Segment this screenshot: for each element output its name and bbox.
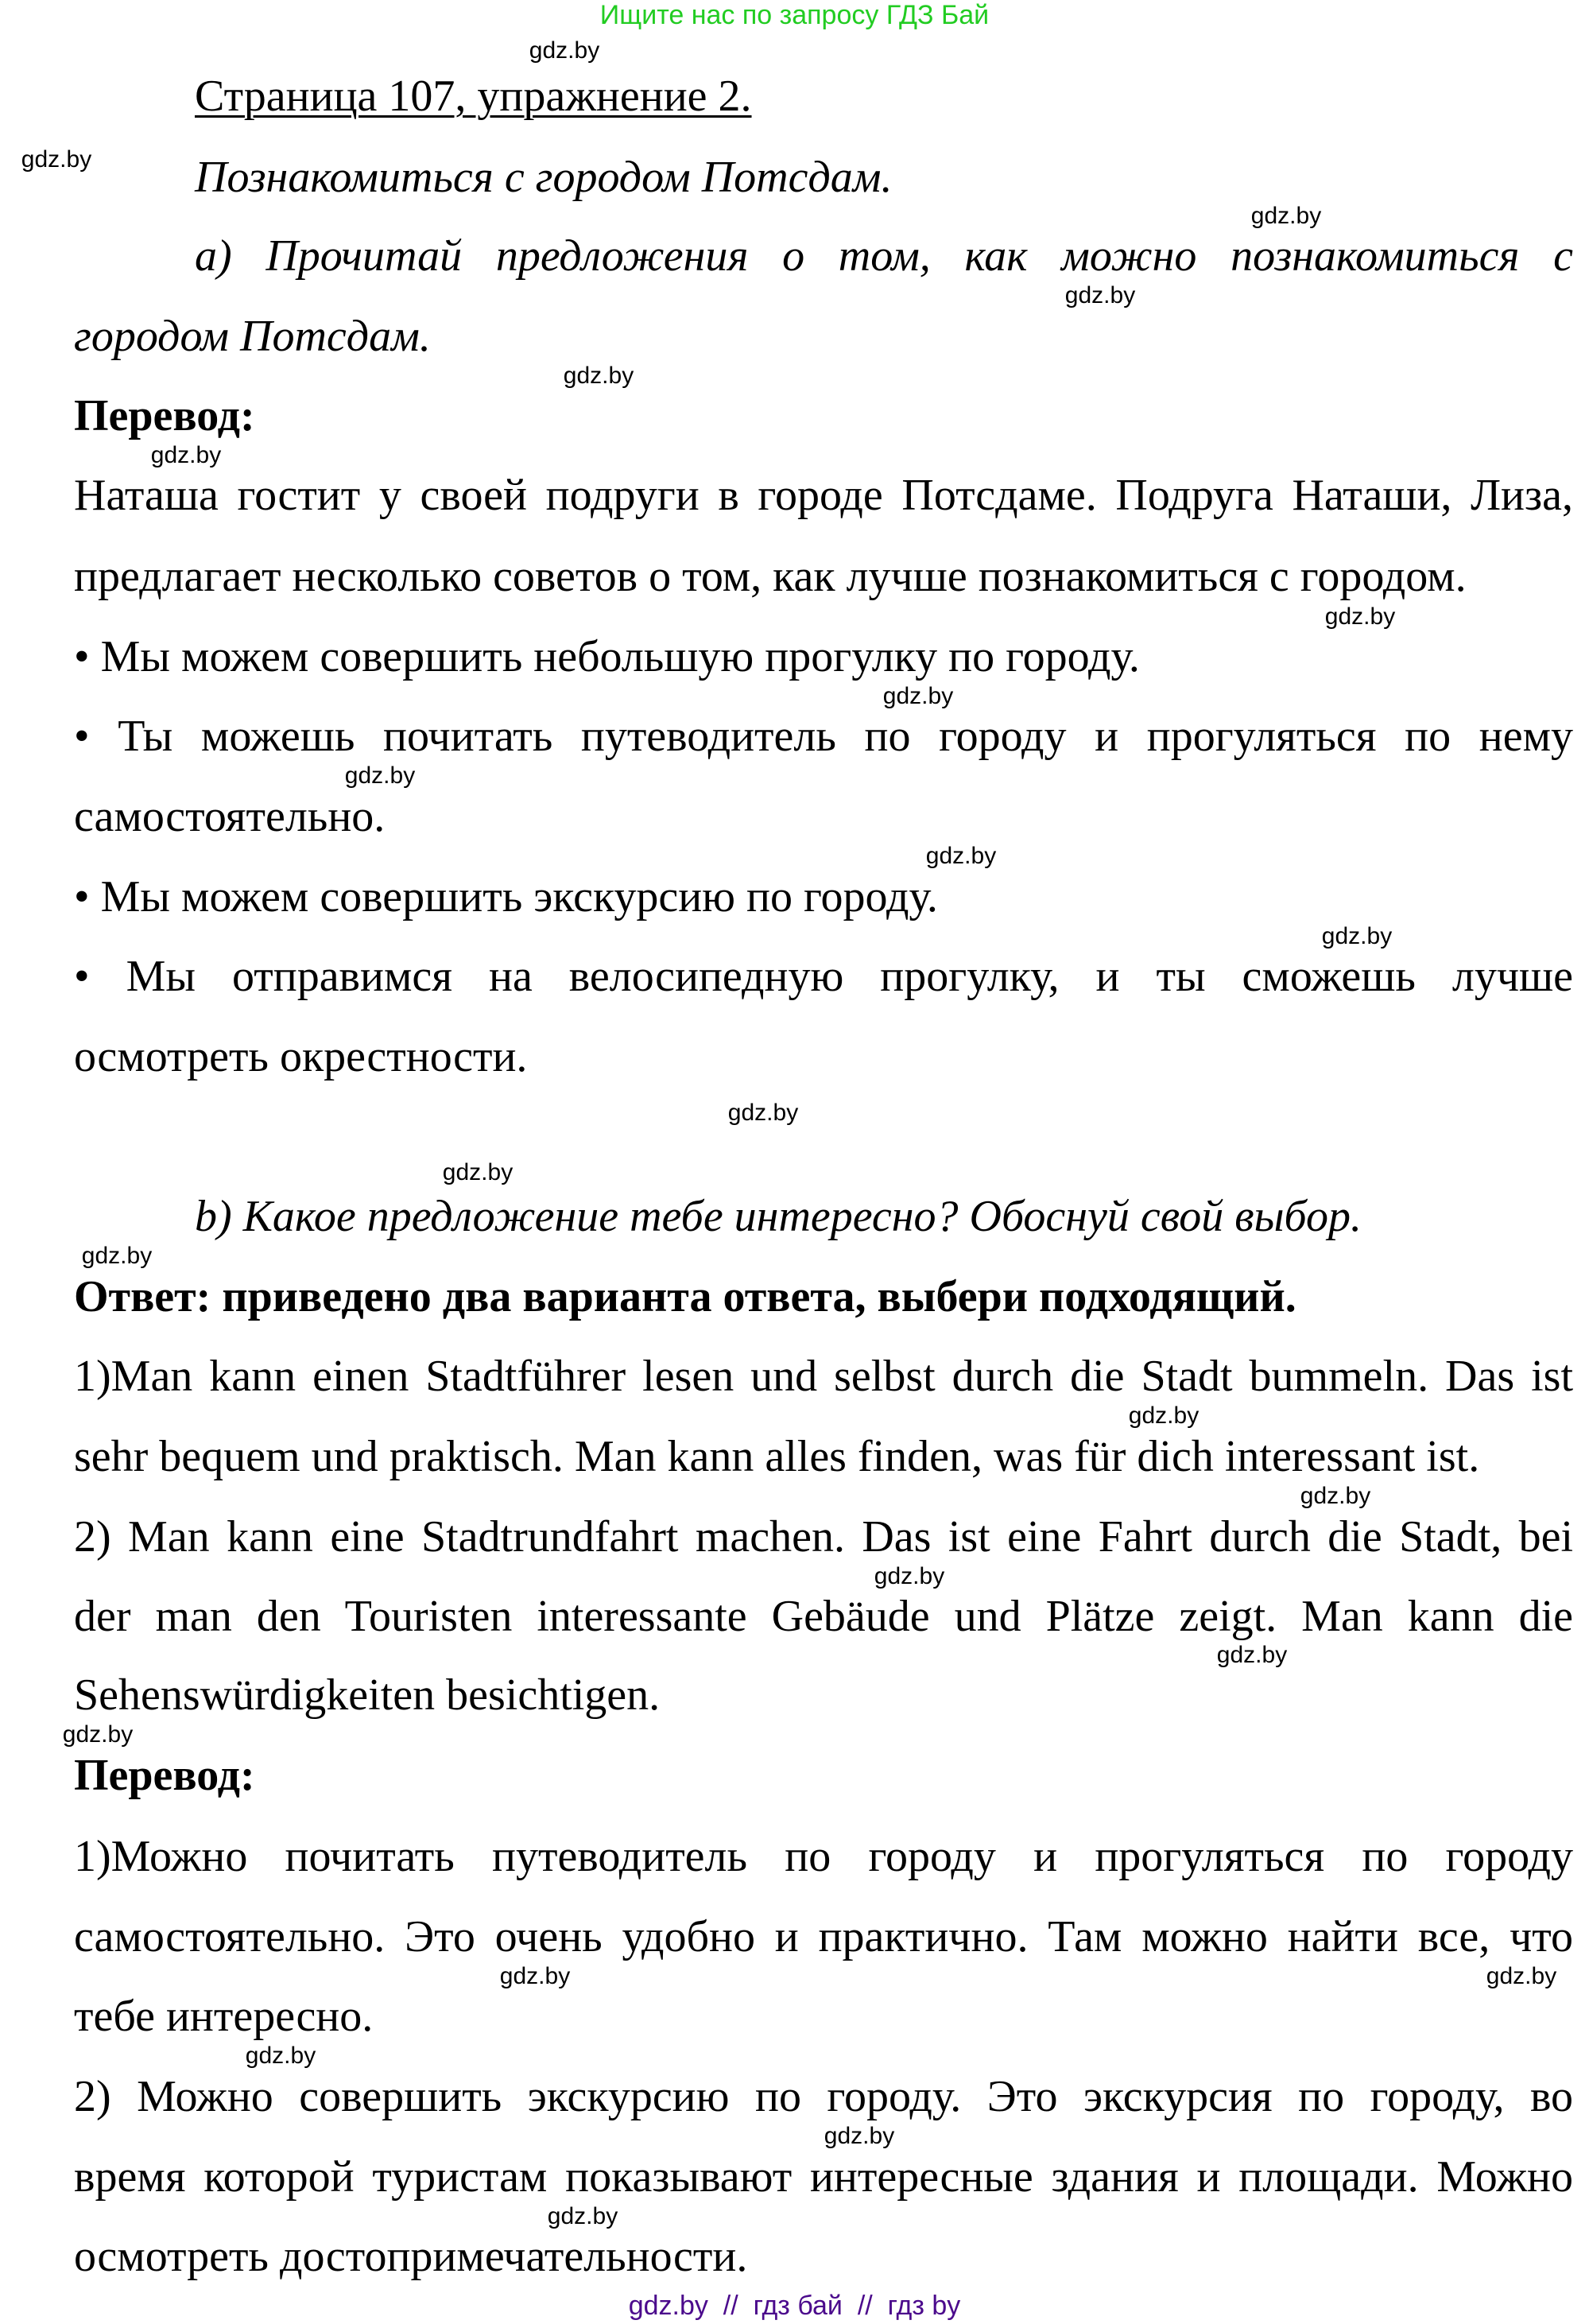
watermark: gdz.by [1064, 282, 1136, 308]
answer-line: Sehenswürdigkeiten besichtigen. [74, 1670, 661, 1720]
watermark: gdz.by [1216, 1642, 1288, 1668]
bullet-item: • Мы можем совершить небольшую прогулку по городу. [74, 632, 1140, 681]
watermark: gdz.by [727, 1100, 799, 1126]
task-a-line: а) Прочитай предложения о том, как можно познакомиться с [195, 231, 1573, 281]
watermark: gdz.by [1128, 1403, 1200, 1429]
watermark: gdz.by [1486, 1963, 1557, 1989]
watermark: gdz.by [529, 37, 600, 64]
page-title: Страница 107, упражнение 2. [195, 72, 752, 121]
bullet-item: • Ты можешь почитать путеводитель по городу и прогуляться по нему [74, 712, 1573, 761]
header-banner: Ищите нас по запросу ГДЗ Бай [599, 0, 990, 30]
answer-line: 1)Man kann einen Stadtführer lesen und selbst durch die Stadt bummeln. Das ist [74, 1352, 1573, 1401]
task-title: Познакомиться с городом Потсдам. [195, 153, 893, 202]
watermark: gdz.by [499, 1963, 571, 1989]
answer-heading: Ответ: приведено два варианта ответа, выбери подходящий. [74, 1272, 1296, 1321]
answer-line: 2) Man kann eine Stadtrundfahrt machen. Das ist eine Fahrt durch die Stadt, bei [74, 1512, 1573, 1562]
watermark: gdz.by [882, 683, 954, 709]
text-line: время которой туристам показывают интересные здания и площади. Можно [74, 2152, 1573, 2202]
watermark: gdz.by [547, 2203, 618, 2229]
text-line: 2) Можно совершить экскурсию по городу. Это экскурсия по городу, во [74, 2072, 1573, 2121]
watermark: gdz.by [81, 1243, 153, 1269]
text-line: осмотреть достопримечательности. [74, 2232, 748, 2281]
text-line: тебе интересно. [74, 1992, 374, 2041]
watermark: gdz.by [1250, 203, 1322, 229]
watermark: gdz.by [442, 1159, 514, 1185]
translation-heading: Перевод: [74, 391, 255, 440]
watermark: gdz.by [62, 1721, 134, 1748]
watermark: gdz.by [824, 2123, 895, 2149]
task-a-line: городом Потсдам. [74, 312, 431, 361]
watermark: gdz.by [563, 363, 634, 389]
footer-links[interactable]: gdz.by // гдз бай // гдз by [628, 2291, 961, 2321]
text-line: Наташа гостит у своей подруги в городе Потсдаме. Подруга Наташи, Лиза, [74, 471, 1573, 520]
text-line: 1)Можно почитать путеводитель по городу и прогуляться по городу [74, 1832, 1573, 1881]
watermark: gdz.by [1300, 1483, 1371, 1509]
watermark: gdz.by [344, 762, 416, 789]
answer-line: sehr bequem und praktisch. Man kann alles finden, was für dich interessant ist. [74, 1432, 1480, 1481]
text-line: предлагает несколько советов о том, как лучше познакомиться с городом. [74, 552, 1467, 601]
watermark: gdz.by [245, 2043, 316, 2069]
watermark: gdz.by [874, 1563, 945, 1589]
answer-line: der man den Touristen interessante Gebäude und Plätze zeigt. Man kann die [74, 1592, 1573, 1641]
translation-heading: Перевод: [74, 1751, 255, 1800]
watermark: gdz.by [21, 146, 92, 173]
text-line: самостоятельно. [74, 792, 386, 841]
text-line: осмотреть окрестности. [74, 1032, 528, 1081]
watermark: gdz.by [150, 442, 222, 468]
bullet-item: • Мы можем совершить экскурсию по городу. [74, 872, 938, 921]
watermark: gdz.by [925, 843, 997, 869]
watermark: gdz.by [1321, 923, 1393, 949]
task-b: b) Какое предложение тебе интересно? Обоснуй свой выбор. [195, 1192, 1362, 1241]
text-line: самостоятельно. Это очень удобно и практично. Там можно найти все, что [74, 1912, 1573, 1961]
bullet-item: • Мы отправимся на велосипедную прогулку, и ты сможешь лучше [74, 952, 1573, 1001]
watermark: gdz.by [1324, 603, 1396, 630]
